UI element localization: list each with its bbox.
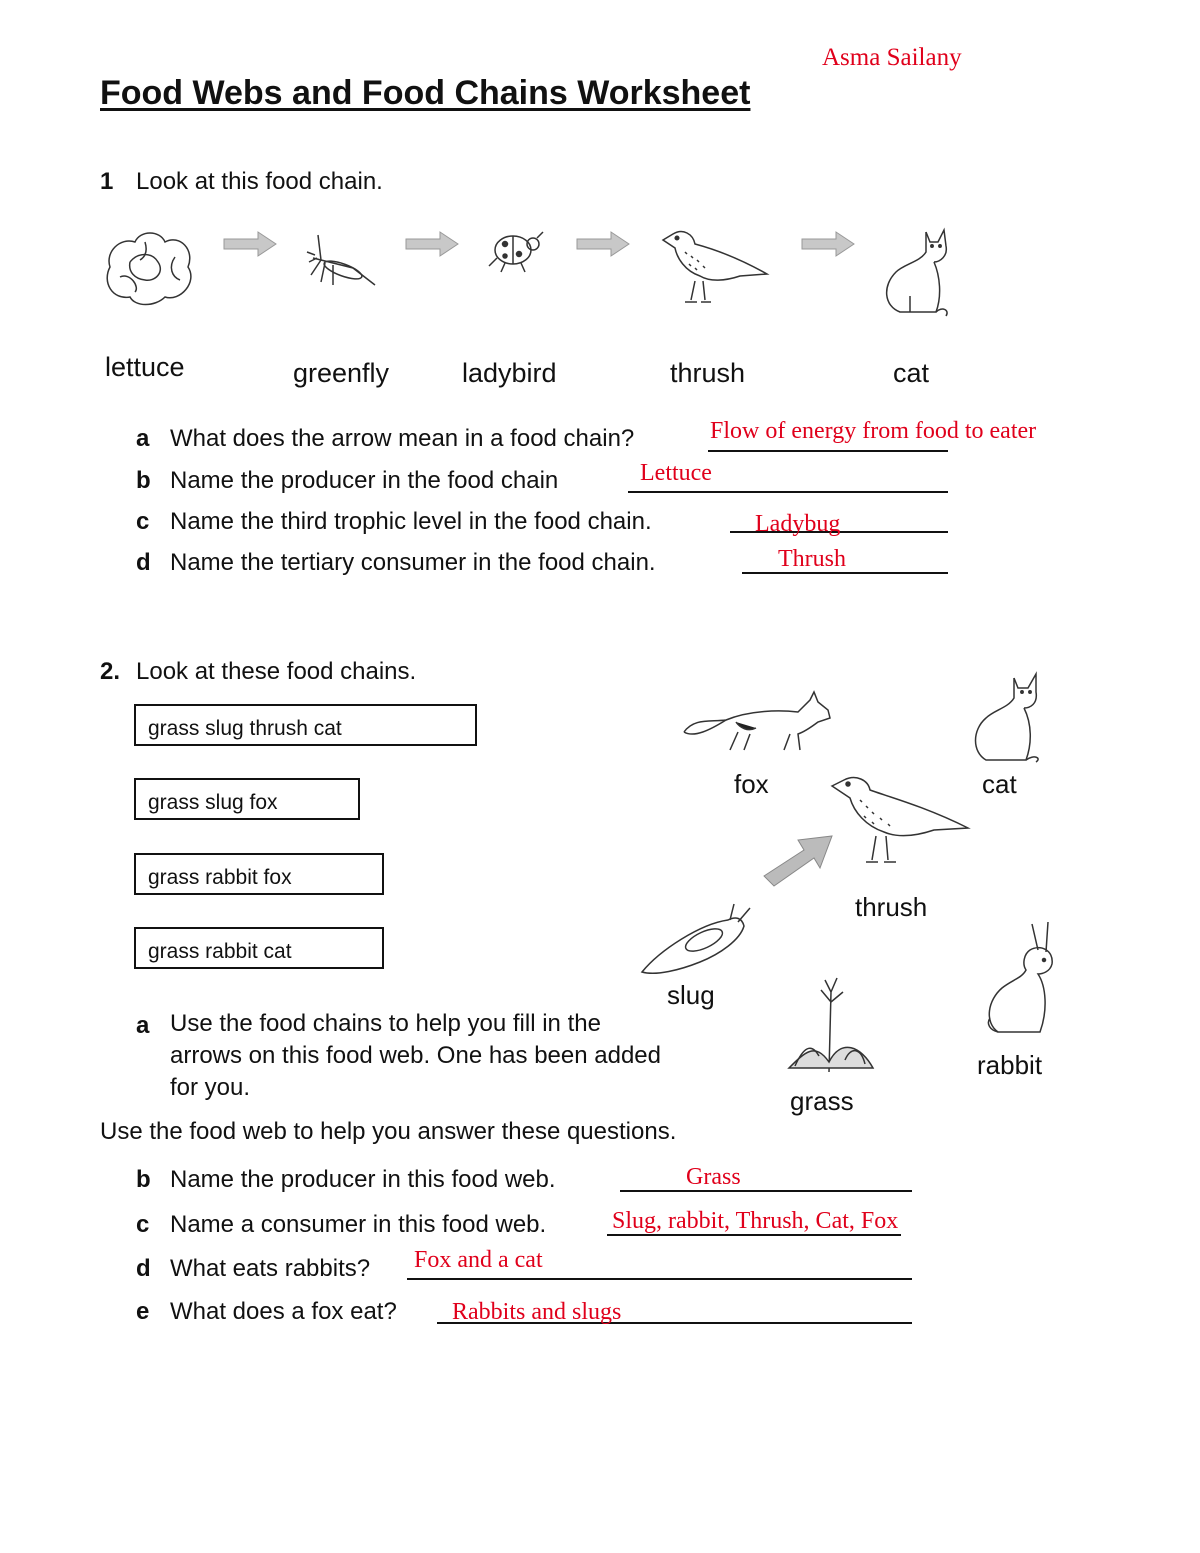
student-name: Asma Sailany bbox=[822, 44, 962, 71]
cat-icon bbox=[970, 672, 1044, 764]
q1c-answer: Ladybug bbox=[755, 511, 841, 537]
ladybird-label: ladybird bbox=[462, 358, 557, 388]
food-chain-box: grass slug fox bbox=[134, 778, 360, 820]
ladybird-icon bbox=[485, 228, 547, 273]
food-chain-box: grass slug thrush cat bbox=[134, 704, 477, 746]
arrow-up-right-icon bbox=[760, 832, 836, 894]
arrow-right-icon bbox=[404, 230, 460, 260]
web-label-slug: slug bbox=[667, 980, 715, 1010]
cat-label: cat bbox=[893, 358, 930, 388]
q2b-answer-line[interactable] bbox=[620, 1190, 912, 1192]
worksheet-title: Food Webs and Food Chains Worksheet bbox=[100, 74, 751, 112]
q1-number: 1 bbox=[100, 168, 114, 195]
web-label-rabbit: rabbit bbox=[977, 1050, 1043, 1080]
arrow-right-icon bbox=[800, 230, 856, 260]
q2d-text: What eats rabbits? bbox=[170, 1255, 371, 1282]
q1a-answer-line[interactable] bbox=[708, 450, 948, 452]
q1b-letter: b bbox=[136, 467, 151, 494]
q2-instruction: Use the food web to help you answer these questions. bbox=[100, 1118, 677, 1145]
q2b-answer: Grass bbox=[686, 1164, 741, 1190]
q2b-text: Name the producer in this food web. bbox=[170, 1166, 556, 1193]
q1d-letter: d bbox=[136, 549, 151, 576]
q2b-letter: b bbox=[136, 1166, 151, 1193]
q1b-answer: Lettuce bbox=[640, 460, 712, 486]
q1a-answer: Flow of energy from food to eater bbox=[710, 418, 1037, 444]
lettuce-icon bbox=[100, 222, 200, 312]
rabbit-icon bbox=[982, 920, 1062, 1040]
food-chain-box: grass rabbit fox bbox=[134, 853, 384, 895]
lettuce-label: lettuce bbox=[105, 352, 185, 382]
greenfly-label: greenfly bbox=[293, 358, 390, 388]
q2d-letter: d bbox=[136, 1255, 151, 1282]
thrush-icon bbox=[828, 772, 972, 868]
grass-icon bbox=[785, 972, 875, 1076]
q1c-text: Name the third trophic level in the food chain. bbox=[170, 508, 652, 535]
arrow-right-icon bbox=[575, 230, 631, 260]
thrush-icon bbox=[655, 226, 775, 308]
fox-icon bbox=[680, 688, 836, 754]
q1d-answer: Thrush bbox=[778, 546, 846, 572]
greenfly-icon bbox=[303, 230, 383, 290]
q1c-letter: c bbox=[136, 508, 150, 535]
q1d-text: Name the tertiary consumer in the food chain. bbox=[170, 549, 656, 576]
arrow-right-icon bbox=[222, 230, 278, 260]
q1a-text: What does the arrow mean in a food chain? bbox=[170, 425, 635, 452]
q1b-answer-line[interactable] bbox=[628, 491, 948, 493]
q2c-text: Name a consumer in this food web. bbox=[170, 1211, 547, 1238]
q1-prompt: Look at this food chain. bbox=[136, 168, 383, 195]
q2-prompt: Look at these food chains. bbox=[136, 658, 417, 685]
q2c-answer: Slug, rabbit, Thrush, Cat, Fox bbox=[612, 1208, 899, 1234]
food-chain-box: grass rabbit cat bbox=[134, 927, 384, 969]
q2c-letter: c bbox=[136, 1211, 150, 1238]
q2e-answer: Rabbits and slugs bbox=[452, 1299, 622, 1325]
q2e-text: What does a fox eat? bbox=[170, 1298, 397, 1325]
q1b-text: Name the producer in the food chain bbox=[170, 467, 559, 494]
web-label-fox: fox bbox=[734, 769, 769, 799]
q2d-answer-line[interactable] bbox=[407, 1278, 912, 1280]
thrush-label: thrush bbox=[670, 358, 746, 388]
q2a-text: Use the food chains to help you fill in the arrows on this food web. One has been added for you. bbox=[170, 1010, 661, 1101]
q2-number: 2. bbox=[100, 658, 121, 685]
web-label-grass: grass bbox=[790, 1086, 854, 1116]
q2a-letter: a bbox=[136, 1012, 150, 1039]
q2d-answer: Fox and a cat bbox=[414, 1247, 543, 1273]
q2e-letter: e bbox=[136, 1298, 150, 1325]
web-label-cat: cat bbox=[982, 769, 1017, 799]
web-label-thrush: thrush bbox=[855, 892, 928, 922]
slug-icon bbox=[640, 900, 754, 976]
q1a-letter: a bbox=[136, 425, 150, 452]
cat-icon bbox=[880, 226, 952, 318]
